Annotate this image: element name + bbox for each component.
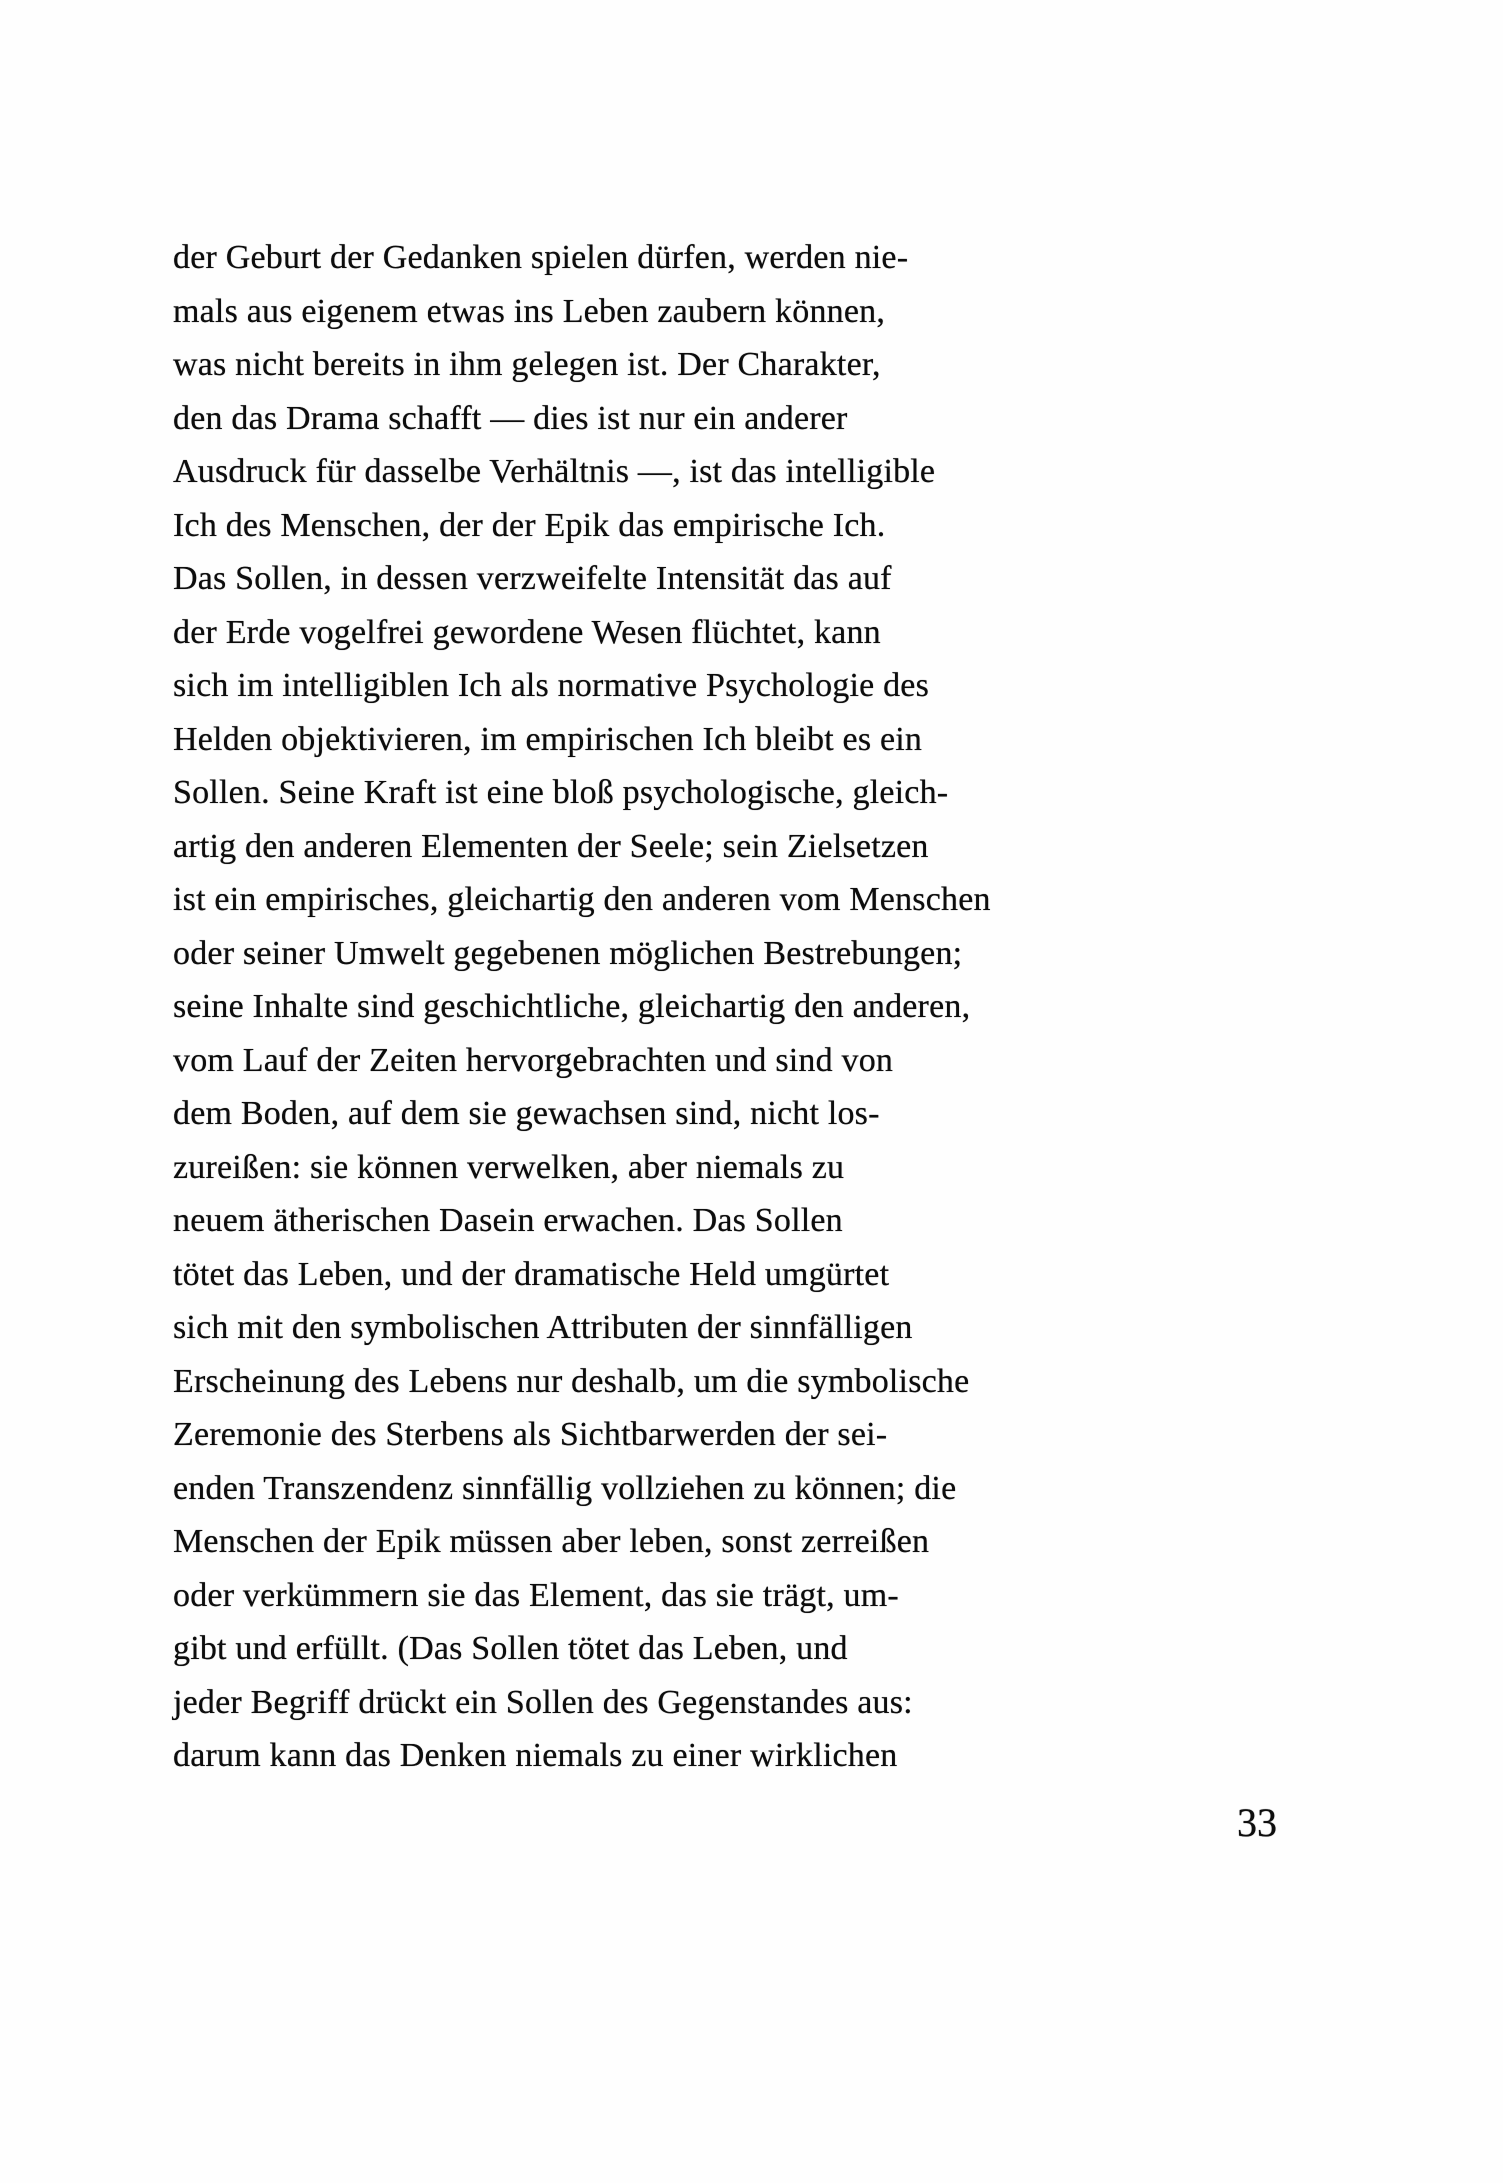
text-line: ist ein empirisches, gleichartig den anderen vom Menschen (173, 881, 991, 918)
text-line: zureißen: sie können verwelken, aber niemals zu (173, 1148, 845, 1186)
text-line: Ausdruck für dasselbe Verhältnis —, ist das intelligible (173, 453, 936, 490)
text-line: der Erde vogelfrei gewordene Wesen flüchtet, kann (173, 613, 881, 651)
text-line: oder verkümmern sie das Element, das sie trägt, um- (173, 1576, 899, 1614)
text-line: der Geburt der Gedanken spielen dürfen, werden nie- (173, 239, 909, 276)
text-line: seine Inhalte sind geschichtliche, gleichartig den anderen, (173, 988, 971, 1025)
text-line: Helden objektivieren, im empirischen Ich bleibt es ein (173, 720, 923, 758)
text-line: tötet das Leben, und der dramatische Held umgürtet (173, 1255, 890, 1293)
text-line: Zeremonie des Sterbens als Sichtbarwerden der sei- (173, 1416, 888, 1453)
text-line: sich mit den symbolischen Attributen der sinnfälligen (173, 1309, 913, 1346)
text-line: jeder Begriff drückt ein Sollen des Gegenstandes aus: (173, 1683, 913, 1721)
text-line: vom Lauf der Zeiten hervorgebrachten und sind von (173, 1041, 894, 1079)
text-line: Das Sollen, in dessen verzweifelte Intensität das auf (173, 560, 892, 597)
text-line: den das Drama schafft — dies ist nur ein anderer (173, 399, 848, 437)
text-line: darum kann das Denken niemals zu einer wirklichen (173, 1737, 898, 1774)
text-line: Ich des Menschen, der der Epik das empirische Ich. (173, 506, 886, 544)
text-line: mals aus eigenem etwas ins Leben zaubern können, (173, 292, 886, 330)
text-line: dem Boden, auf dem sie gewachsen sind, nicht los- (173, 1095, 880, 1132)
text-line: oder seiner Umwelt gegebenen möglichen Bestrebungen; (173, 934, 963, 972)
text-line: enden Transzendenz sinnfällig vollziehen zu können; die (173, 1469, 957, 1507)
text-line: artig den anderen Elementen der Seele; sein Zielsetzen (173, 827, 929, 865)
text-line: neuem ätherischen Dasein erwachen. Das Sollen (173, 1202, 843, 1239)
text-line: Erscheinung des Lebens nur deshalb, um die symbolische (173, 1362, 970, 1400)
text-line: gibt und erfüllt. (Das Sollen tötet das Leben, und (173, 1630, 848, 1667)
text-line: Sollen. Seine Kraft ist eine bloß psychologische, gleich- (173, 774, 949, 811)
page-number: 33 (1237, 1800, 1277, 1845)
text-line: sich im intelligiblen Ich als normative Psychologie des (173, 667, 930, 704)
body-text-block (173, 231, 1277, 1783)
text-line: Menschen der Epik müssen aber leben, sonst zerreißen (173, 1523, 930, 1560)
text-line: was nicht bereits in ihm gelegen ist. Der Charakter, (173, 346, 881, 383)
